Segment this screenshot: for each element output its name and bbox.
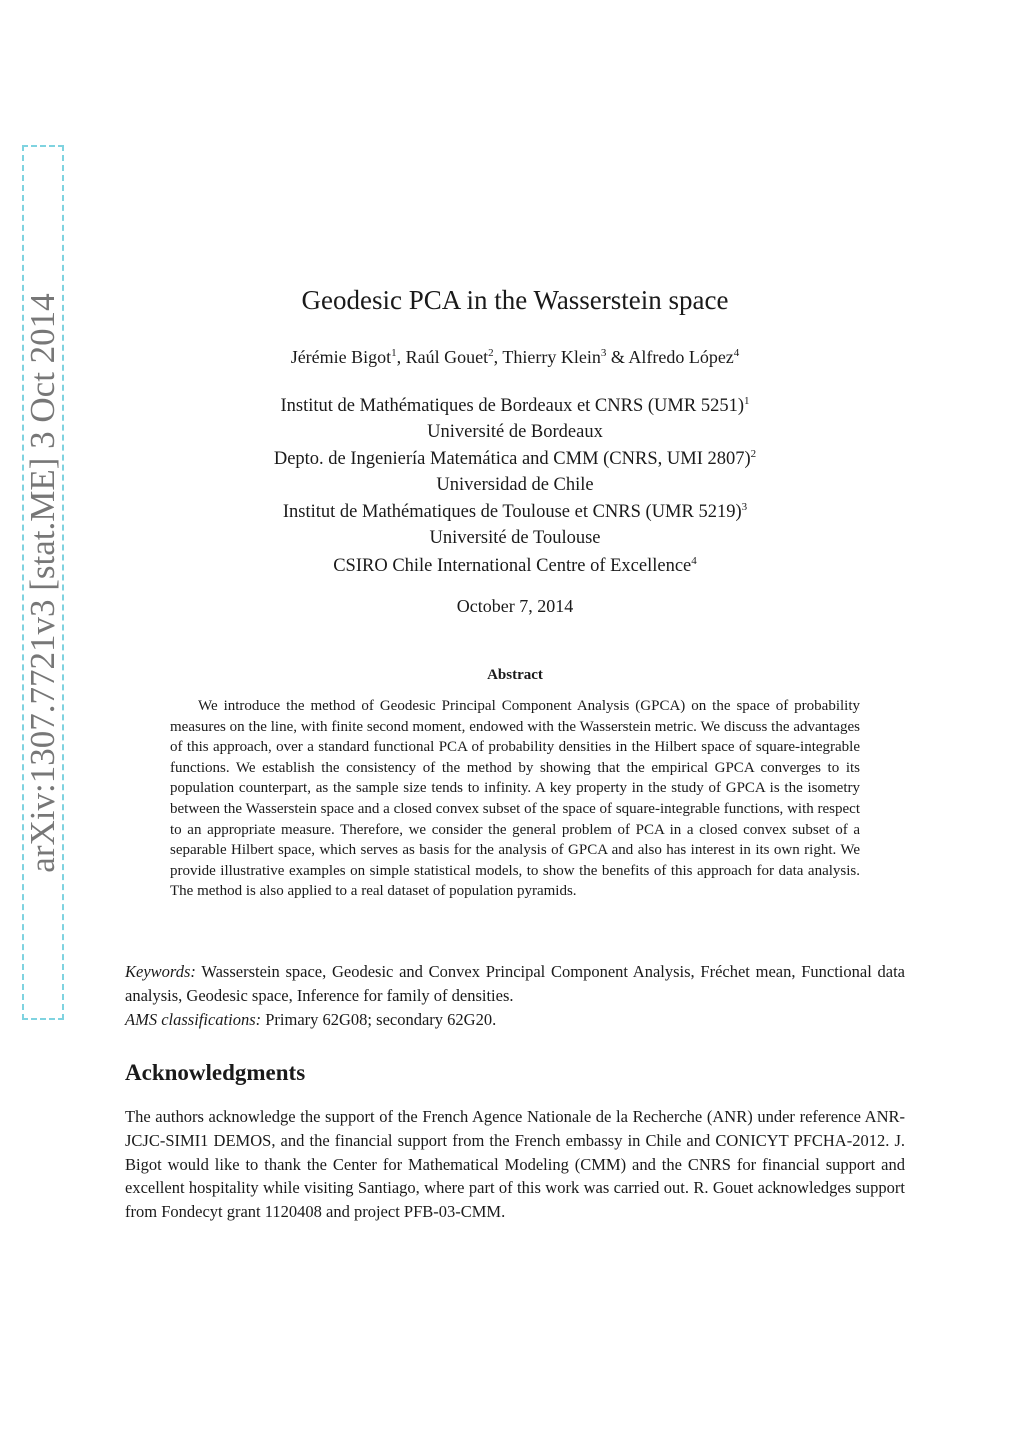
section-heading: Acknowledgments bbox=[125, 1060, 306, 1085]
arxiv-stamp-text: arXiv:1307.7721v3 [stat.ME] 3 Oct 2014 bbox=[23, 292, 62, 873]
affiliation: Universidad de Chile bbox=[436, 475, 594, 495]
affiliation: Université de Toulouse bbox=[429, 528, 601, 548]
affiliation: Institut de Mathématiques de Toulouse et CNRS (UMR 5219)$^3$ bbox=[282, 500, 748, 522]
author: Alfredo López$^4$ bbox=[628, 347, 740, 367]
paper-title: Geodesic PCA in the Wasserstein space bbox=[301, 285, 729, 315]
affiliation: Institut de Mathématiques de Bordeaux et CNRS (UMR 5251)$^1$ bbox=[280, 394, 750, 416]
acknowledgments-text: The authors acknowledge the support of the French Agence Nationale de la Recherche (ANR) under reference ANR-JCJC-SIMI1 DEMOS, and the financial support from the French embassy in Chile and CONICYT PFCHA-2012. J. Bigot would like to thank the Center for Mathematical Modeling (CMM) and the CNRS for financial support and excellent hospitality while visiting Santiago, where part of this work was carried out. R. Gouet acknowledges support from Fondecyt grant 1120408 and project PFB-03-CMM. bbox=[125, 1107, 905, 1222]
affiliation: Depto. de Ingeniería Matemática and CMM (CNRS, UMI 2807)$^2$ bbox=[273, 447, 757, 469]
ams-text: Primary 62G08; secondary 62G20. bbox=[265, 1010, 497, 1029]
affiliation: Université de Bordeaux bbox=[427, 422, 603, 442]
affiliation: CSIRO Chile International Centre of Excellence$^4$ bbox=[333, 554, 697, 576]
abstract-text: We introduce the method of Geodesic Principal Component Analysis (GPCA) on the space of probability measures on the line, with finite second moment, endowed with the Wasserstein metric. We discuss the advantages of this approach, over a standard functional PCA of probability densities in the Hilbert space of square-integrable functions. We establish the consistency of the method by showing that the empirical GPCA converges to its population counterpart, as the sample size tends to infinity. A key property in the study of GPCA is the isometry between the Wasserstein space and a closed convex subset of the space of square-integrable functions, with respect to an appropriate measure. Therefore, we consider the general problem of PCA in a closed convex subset of a separable Hilbert space, which serves as basis for the analysis of GPCA and also has interest in its own right. We provide illustrative examples on simple statistical models, to show the benefits of this approach for data analysis. The method is also applied to a real dataset of population pyramids. bbox=[170, 698, 860, 900]
keywords-block bbox=[125, 960, 905, 1032]
author: Thierry Klein$^3$ bbox=[502, 347, 607, 367]
abstract-heading: Abstract bbox=[487, 667, 543, 683]
arxiv-stamp bbox=[22, 145, 64, 1020]
paper-date: October 7, 2014 bbox=[456, 596, 574, 616]
author: Jérémie Bigot$^1$ bbox=[290, 347, 397, 367]
author-list: Jérémie Bigot$^1$, Raúl Gouet$^2$, Thierry Klein$^3$ & Alfredo López$^4$ bbox=[290, 347, 740, 367]
author: Raúl Gouet$^2$ bbox=[405, 347, 494, 367]
ams-label: AMS classifications: bbox=[125, 1010, 262, 1029]
keywords-text: Wasserstein space, Geodesic and Convex Principal Component Analysis, Fréchet mean, Functional data analysis, Geodesic space, Inference for family of densities. bbox=[125, 962, 905, 1005]
keywords-label: Keywords: bbox=[125, 962, 196, 981]
